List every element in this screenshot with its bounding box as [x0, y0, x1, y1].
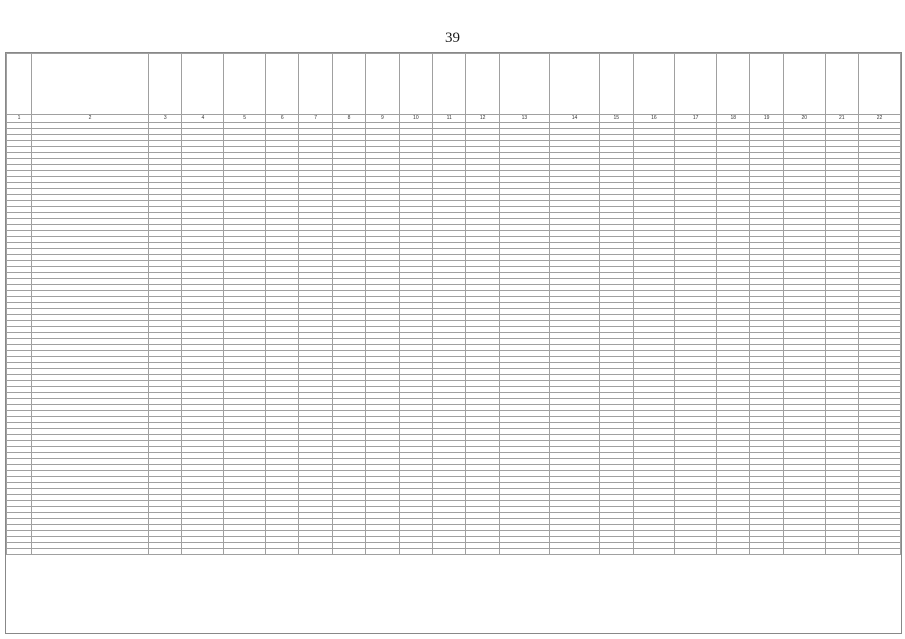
- column-number-cell: 19: [750, 115, 783, 123]
- table-cell: [675, 549, 717, 555]
- column-header-cell: [7, 54, 32, 115]
- data-table: [6, 53, 901, 555]
- table-cell: [7, 549, 32, 555]
- column-number-cell: 1: [7, 115, 32, 123]
- column-number-cell: 14: [549, 115, 599, 123]
- column-header-cell: [549, 54, 599, 115]
- column-number-cell: 7: [299, 115, 332, 123]
- table-cell: [224, 549, 266, 555]
- column-header-cell: [433, 54, 466, 115]
- column-header-cell: [499, 54, 549, 115]
- column-number-cell: 6: [266, 115, 299, 123]
- table-cell: [549, 549, 599, 555]
- table-cell: [32, 549, 149, 555]
- column-number-cell: 8: [332, 115, 365, 123]
- column-number-cell: 11: [433, 115, 466, 123]
- column-number-cell: 22: [859, 115, 901, 123]
- column-number-cell: 20: [783, 115, 825, 123]
- table-cell: [332, 549, 365, 555]
- column-header-cell: [366, 54, 399, 115]
- column-header-cell: [32, 54, 149, 115]
- column-number-row: [7, 115, 901, 123]
- column-number-cell: 9: [366, 115, 399, 123]
- column-number-cell: 15: [600, 115, 633, 123]
- column-header-cell: [633, 54, 675, 115]
- page-number: 39: [445, 30, 460, 46]
- column-header-cell: [859, 54, 901, 115]
- column-header-cell: [266, 54, 299, 115]
- table-cell: [633, 549, 675, 555]
- table-cell: [433, 549, 466, 555]
- table-cell: [149, 549, 182, 555]
- table-cell: [366, 549, 399, 555]
- column-number-cell: 12: [466, 115, 499, 123]
- column-number-cell: 2: [32, 115, 149, 123]
- table-cell: [783, 549, 825, 555]
- column-header-cell: [149, 54, 182, 115]
- column-header-cell: [750, 54, 783, 115]
- column-header-cell: [783, 54, 825, 115]
- column-number-cell: 4: [182, 115, 224, 123]
- column-header-cell: [399, 54, 432, 115]
- column-header-cell: [825, 54, 858, 115]
- table-cell: [299, 549, 332, 555]
- column-number-cell: 13: [499, 115, 549, 123]
- table-cell: [600, 549, 633, 555]
- table-cell: [859, 549, 901, 555]
- table-cell: [717, 549, 750, 555]
- table-cell: [182, 549, 224, 555]
- column-number-cell: 5: [224, 115, 266, 123]
- table-cell: [466, 549, 499, 555]
- column-header-cell: [182, 54, 224, 115]
- column-header-cell: [600, 54, 633, 115]
- table-cell: [825, 549, 858, 555]
- column-header-cell: [299, 54, 332, 115]
- table-row: [7, 549, 901, 555]
- table-cell: [266, 549, 299, 555]
- column-number-cell: 16: [633, 115, 675, 123]
- column-number-cell: 21: [825, 115, 858, 123]
- table-cell: [750, 549, 783, 555]
- column-header-cell: [717, 54, 750, 115]
- table-cell: [499, 549, 549, 555]
- column-number-cell: 18: [717, 115, 750, 123]
- column-number-cell: 10: [399, 115, 432, 123]
- column-header-cell: [675, 54, 717, 115]
- column-number-cell: 17: [675, 115, 717, 123]
- column-header-cell: [466, 54, 499, 115]
- table-cell: [399, 549, 432, 555]
- column-number-cell: 3: [149, 115, 182, 123]
- column-header-cell: [224, 54, 266, 115]
- column-header-cell: [332, 54, 365, 115]
- column-header-row: [7, 54, 901, 115]
- data-table-sheet: [5, 52, 902, 634]
